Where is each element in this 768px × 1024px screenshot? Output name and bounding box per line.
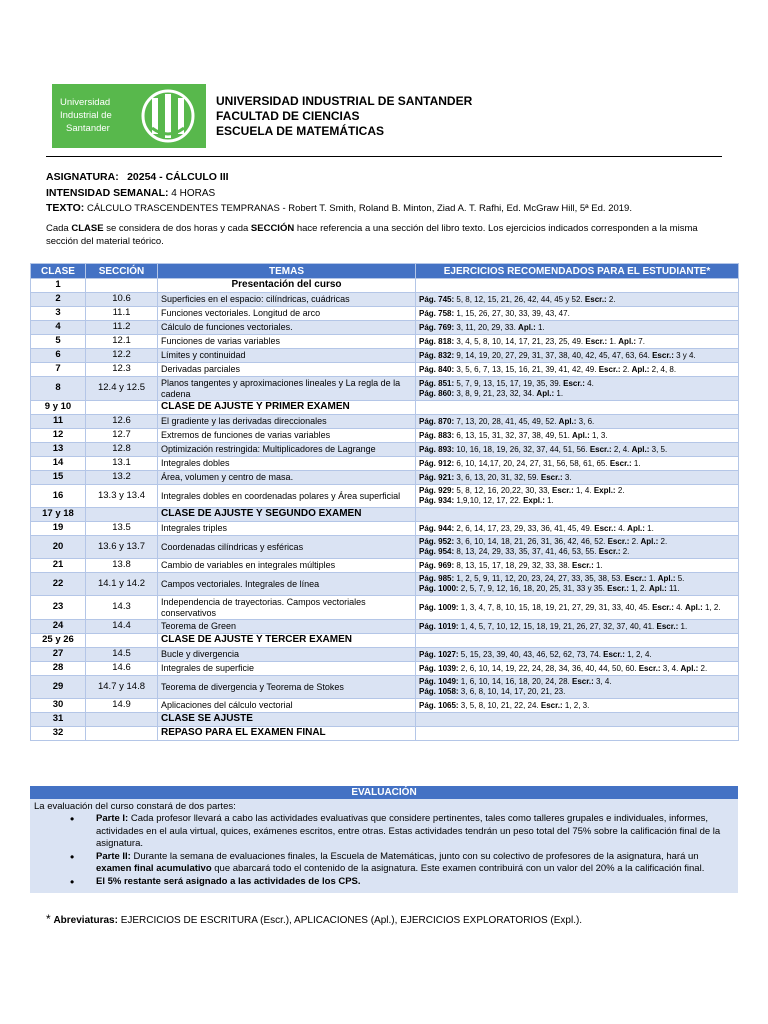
cell-ejercicios: Pág. 769: 3, 11, 20, 29, 33. Apl.: 1. [416,321,739,335]
intensidad-value: 4 HORAS [171,187,216,199]
cell-seccion [86,727,158,741]
intensidad-label: INTENSIDAD SEMANAL: [46,186,169,199]
cell-ejercicios: Pág. 832: 9, 14, 19, 20, 27, 29, 31, 37, 38, 40, 42, 45, 47, 63, 64. Escr.: 3 y 4. [416,349,739,363]
cell-clase: 3 [31,307,86,321]
note-text-1: Cada [46,223,72,234]
table-row [31,573,739,596]
item-3-lead: El 5% restante será asignado a las actividades de los CPS. [96,875,361,887]
institution-block [216,94,472,139]
cell-seccion: 13.3 y 13.4 [86,485,158,508]
cell-tema: Integrales de superficie [158,662,416,676]
cell-seccion: 12.4 y 12.5 [86,377,158,401]
cell-tema: REPASO PARA EL EXAMEN FINAL [158,727,416,741]
cell-clase: 30 [31,699,86,713]
cell-tema: Área, volumen y centro de masa. [158,471,416,485]
cell-clase: 1 [31,279,86,293]
cell-clase: 6 [31,349,86,363]
cell-ejercicios: Pág. 1019: 1, 4, 5, 7, 10, 12, 15, 18, 19, 21, 26, 27, 32, 37, 40, 41. Escr.: 1. [416,620,739,634]
evaluation-item-3 [66,876,732,889]
asignatura-label: ASIGNATURA: [46,171,119,183]
cell-ejercicios [416,727,739,741]
asignatura-value: 20254 - CÁLCULO III [127,171,229,183]
cell-tema: Cambio de variables en integrales múltiples [158,559,416,573]
cell-seccion: 13.6 y 13.7 [86,536,158,559]
cell-ejercicios [416,713,739,727]
evaluation-item-2 [66,851,732,876]
faculty-name: FACULTAD DE CIENCIAS [216,109,360,123]
cell-seccion: 10.6 [86,293,158,307]
cell-clase: 17 y 18 [31,508,86,522]
cell-clase: 15 [31,471,86,485]
cell-ejercicios: Pág. 912: 6, 10, 14,17, 20, 24, 27, 31, 56, 58, 61, 65. Escr.: 1. [416,457,739,471]
header-temas: TEMAS [158,264,416,279]
cell-clase: 7 [31,363,86,377]
cell-ejercicios: Pág. 883: 6, 13, 15, 31, 32, 37, 38, 49, 51. Apl.: 1, 3. [416,429,739,443]
cell-clase: 31 [31,713,86,727]
evaluation-list [66,813,732,888]
cell-clase: 20 [31,536,86,559]
cell-clase: 11 [31,415,86,429]
cell-seccion: 13.5 [86,522,158,536]
table-row [31,335,739,349]
item-2-lead: Parte II: [96,850,131,862]
cell-tema: CLASE DE AJUSTE Y PRIMER EXAMEN [158,401,416,415]
cell-tema: Independencia de trayectorias. Campos vectoriales conservativos [158,596,416,620]
cell-tema: Teorema de divergencia y Teorema de Stokes [158,676,416,699]
intensidad-line [46,186,632,202]
cell-clase: 29 [31,676,86,699]
texto-line [46,201,632,217]
cell-seccion: 12.8 [86,443,158,457]
cell-seccion: 14.5 [86,648,158,662]
cell-tema: Campos vectoriales. Integrales de línea [158,573,416,596]
cell-ejercicios [416,508,739,522]
evaluation-intro: La evaluación del curso constará de dos partes: [34,801,236,812]
table-row [31,713,739,727]
texto-label: TEXTO: [46,202,85,214]
cell-seccion [86,508,158,522]
cell-ejercicios: Pág. 1049: 1, 6, 10, 14, 16, 18, 20, 24, 28. Escr.: 3, 4. Pág. 1058: 3, 6, 8, 10, 14, 17, 20, 21, 23. [416,676,739,699]
cell-clase: 13 [31,443,86,457]
cell-tema: Teorema de Green [158,620,416,634]
note-clase: CLASE [71,223,104,234]
cell-clase: 25 y 26 [31,634,86,648]
cell-tema: Aplicaciones del cálculo vectorial [158,699,416,713]
cell-clase: 24 [31,620,86,634]
cell-clase: 14 [31,457,86,471]
item-1-text: Cada profesor llevará a cabo las actividades evaluativas que considere pertinentes, tales como talleres grupales e individuales, informes, actividades en el aula virtual, quices, exámenes escritos, entre otras. Estas actividades tendrán un peso total del 75% sobre la calificación final de la asignatura. [96,813,721,849]
cell-seccion: 13.2 [86,471,158,485]
uis-emblem-icon [134,88,202,144]
cell-ejercicios [416,634,739,648]
cell-clase: 22 [31,573,86,596]
cell-tema: CLASE DE AJUSTE Y SEGUNDO EXAMEN [158,508,416,522]
cell-tema: Cálculo de funciones vectoriales. [158,321,416,335]
header-seccion: SECCIÓN [86,264,158,279]
logo-text [60,96,118,135]
cell-clase: 5 [31,335,86,349]
cell-clase: 27 [31,648,86,662]
cell-seccion: 14.9 [86,699,158,713]
cell-ejercicios: Pág. 921: 3, 6, 13, 20, 31, 32, 59. Escr.: 3. [416,471,739,485]
cell-ejercicios: Pág. 745: 5, 8, 12, 15, 21, 26, 42, 44, 45 y 52. Escr.: 2. [416,293,739,307]
cell-seccion: 11.2 [86,321,158,335]
cell-seccion: 14.3 [86,596,158,620]
cell-ejercicios: Pág. 929: 5, 8, 12, 16, 20,22, 30, 33, Escr.: 1, 4. Expl.: 2. Pág. 934: 1,9,10, 12, 17, 22. Expl.: 1. [416,485,739,508]
table-header-row [31,264,739,279]
cell-tema: Integrales triples [158,522,416,536]
cell-seccion: 12.1 [86,335,158,349]
course-meta [46,170,632,217]
cell-clase: 19 [31,522,86,536]
cell-ejercicios: Pág. 758: 1, 15, 26, 27, 30, 33, 39, 43, 47. [416,307,739,321]
cell-tema: Presentación del curso [158,279,416,293]
cell-ejercicios [416,279,739,293]
cell-tema: Funciones vectoriales. Longitud de arco [158,307,416,321]
cell-clase: 2 [31,293,86,307]
intro-note [46,222,722,248]
cell-seccion [86,279,158,293]
cell-tema: Optimización restringida: Multiplicadores de Lagrange [158,443,416,457]
evaluation-box [30,799,738,893]
header-divider [46,156,722,157]
logo-line-2: Industrial de [60,110,112,121]
cell-tema: Límites y continuidad [158,349,416,363]
cell-ejercicios: Pág. 969: 8, 13, 15, 17, 18, 29, 32, 33, 38. Escr.: 1. [416,559,739,573]
table-row [31,471,739,485]
table-row [31,377,739,401]
cell-seccion: 11.1 [86,307,158,321]
table-row [31,429,739,443]
table-row [31,508,739,522]
cell-tema: CLASE SE AJUSTE [158,713,416,727]
header-clase: CLASE [31,264,86,279]
table-row [31,321,739,335]
item-2-bold: examen final acumulativo [96,863,212,874]
schedule-table [30,263,739,741]
cell-seccion: 12.7 [86,429,158,443]
cell-clase: 12 [31,429,86,443]
cell-seccion: 14.1 y 14.2 [86,573,158,596]
table-row [31,648,739,662]
cell-seccion: 14.6 [86,662,158,676]
table-row [31,401,739,415]
cell-seccion: 12.6 [86,415,158,429]
table-row [31,662,739,676]
cell-seccion [86,401,158,415]
cell-ejercicios: Pág. 893: 10, 16, 18, 19, 26, 32, 37, 44, 51, 56. Escr.: 2, 4. Apl.: 3, 5. [416,443,739,457]
cell-tema: Derivadas parciales [158,363,416,377]
table-row [31,620,739,634]
table-row [31,457,739,471]
uis-logo [52,84,206,148]
cell-clase: 32 [31,727,86,741]
cell-seccion [86,713,158,727]
item-2-text2: que abarcará todo el contenido de la asignatura. Este examen contribuirá con un valor del 20% a la calificación final. [211,863,705,874]
cell-tema: Extremos de funciones de varias variables [158,429,416,443]
table-row [31,727,739,741]
footnote-label: Abreviaturas: [53,915,118,926]
evaluation-title: EVALUACIÓN [30,786,738,799]
table-row [31,349,739,363]
table-row [31,415,739,429]
cell-tema: Superficies en el espacio: cilíndricas, cuádricas [158,293,416,307]
cell-seccion: 12.3 [86,363,158,377]
table-row [31,293,739,307]
cell-clase: 23 [31,596,86,620]
cell-clase: 21 [31,559,86,573]
cell-clase: 9 y 10 [31,401,86,415]
table-row [31,485,739,508]
table-row [31,443,739,457]
item-2-text: Durante la semana de evaluaciones finales, la Escuela de Matemáticas, junto con su colectivo de profesores de la asignatura, hará un [130,850,699,862]
cell-ejercicios: Pág. 818: 3, 4, 5, 8, 10, 14, 17, 21, 23, 25, 49. Escr.: 1. Apl.: 7. [416,335,739,349]
school-name: ESCUELA DE MATEMÁTICAS [216,124,384,138]
cell-tema: Planos tangentes y aproximaciones lineales y La regla de la cadena [158,377,416,401]
cell-ejercicios: Pág. 1027: 5, 15, 23, 39, 40, 43, 46, 52, 62, 73, 74. Escr.: 1, 2, 4. [416,648,739,662]
table-row [31,279,739,293]
table-row [31,363,739,377]
university-name: UNIVERSIDAD INDUSTRIAL DE SANTANDER [216,94,473,108]
cell-seccion: 12.2 [86,349,158,363]
header-ejercicios: EJERCICIOS RECOMENDADOS PARA EL ESTUDIANTE* [416,264,739,279]
cell-ejercicios [416,401,739,415]
texto-value: CÁLCULO TRASCENDENTES TEMPRANAS - Robert T. Smith, Roland B. Minton, Ziad A. T. Rafhi, Ed. McGraw Hill, 5ª Ed. 2019. [86,203,632,214]
note-text-2: se considera de dos horas y cada [103,223,251,234]
cell-seccion: 14.7 y 14.8 [86,676,158,699]
cell-ejercicios: Pág. 985: 1, 2, 5, 9, 11, 12, 20, 23, 24, 27, 33, 35, 38, 53. Escr.: 1. Apl.: 5. Pág. 1000: 2, 5, 7, 9, 12, 16, 18, 20, 25, 31, 33 y 35. Escr.: 1, 2. Apl.: 11. [416,573,739,596]
note-seccion: SECCIÓN [250,223,295,234]
abbreviations-footnote [46,912,582,926]
cell-ejercicios: Pág. 840: 3, 5, 6, 7, 13, 15, 16, 21, 39, 41, 42, 49. Escr.: 2. Apl.: 2, 4, 8. [416,363,739,377]
cell-ejercicios: Pág. 1009: 1, 3, 4, 7, 8, 10, 15, 18, 19, 21, 27, 29, 31, 33, 40, 45. Escr.: 4. Apl.: 1, 2. [416,596,739,620]
table-row [31,634,739,648]
cell-tema: Coordenadas cilíndricas y esféricas [158,536,416,559]
table-row [31,699,739,713]
table-row [31,559,739,573]
cell-ejercicios: Pág. 1039: 2, 6, 10, 14, 19, 22, 24, 28, 34, 36, 40, 44, 50, 60. Escr.: 3, 4. Apl.: 2. [416,662,739,676]
cell-ejercicios: Pág. 1065: 3, 5, 8, 10, 21, 22, 24. Escr.: 1, 2, 3. [416,699,739,713]
logo-line-1: Universidad [60,97,111,108]
table-body [31,279,739,741]
table-row [31,676,739,699]
cell-tema: Integrales dobles en coordenadas polares y Área superficial [158,485,416,508]
footnote-text: EJERCICIOS DE ESCRITURA (Escr.), APLICACIONES (Apl.), EJERCICIOS EXPLORATORIOS (Expl.). [117,915,583,926]
cell-seccion [86,634,158,648]
cell-clase: 8 [31,377,86,401]
cell-tema: CLASE DE AJUSTE Y TERCER EXAMEN [158,634,416,648]
table-row [31,522,739,536]
table-row [31,536,739,559]
cell-ejercicios: Pág. 952: 3, 6, 10, 14, 18, 21, 26, 31, 36, 42, 46, 52. Escr.: 2. Apl.: 2. Pág. 954: 8, 13, 24, 29, 33, 35, 37, 41, 46, 53, 55. Escr.: 2. [416,536,739,559]
note-text-3: hace referencia a una sección del libro texto. Los ejercicios indicados corresponden a la misma sección del material teórico. [46,223,698,247]
cell-ejercicios: Pág. 870: 7, 13, 20, 28, 41, 45, 49, 52. Apl.: 3, 6. [416,415,739,429]
cell-ejercicios: Pág. 944: 2, 6, 14, 17, 23, 29, 33, 36, 41, 45, 49. Escr.: 4. Apl.: 1. [416,522,739,536]
cell-tema: El gradiente y las derivadas direccionales [158,415,416,429]
cell-seccion: 13.8 [86,559,158,573]
cell-clase: 28 [31,662,86,676]
item-1-lead: Parte I: [96,813,129,824]
logo-line-3: Santander [66,123,110,134]
table-row [31,307,739,321]
cell-seccion: 13.1 [86,457,158,471]
asignatura-line [46,170,632,186]
cell-clase: 16 [31,485,86,508]
footnote-star: * [46,912,51,926]
cell-tema: Integrales dobles [158,457,416,471]
cell-tema: Funciones de varias variables [158,335,416,349]
evaluation-item-1 [66,813,732,851]
table-row [31,596,739,620]
cell-ejercicios: Pág. 851: 5, 7, 9, 13, 15, 17, 19, 35, 39. Escr.: 4. Pág. 860: 3, 8, 9, 21, 23, 32, 34. Apl.: 1. [416,377,739,401]
cell-clase: 4 [31,321,86,335]
cell-seccion: 14.4 [86,620,158,634]
cell-tema: Bucle y divergencia [158,648,416,662]
